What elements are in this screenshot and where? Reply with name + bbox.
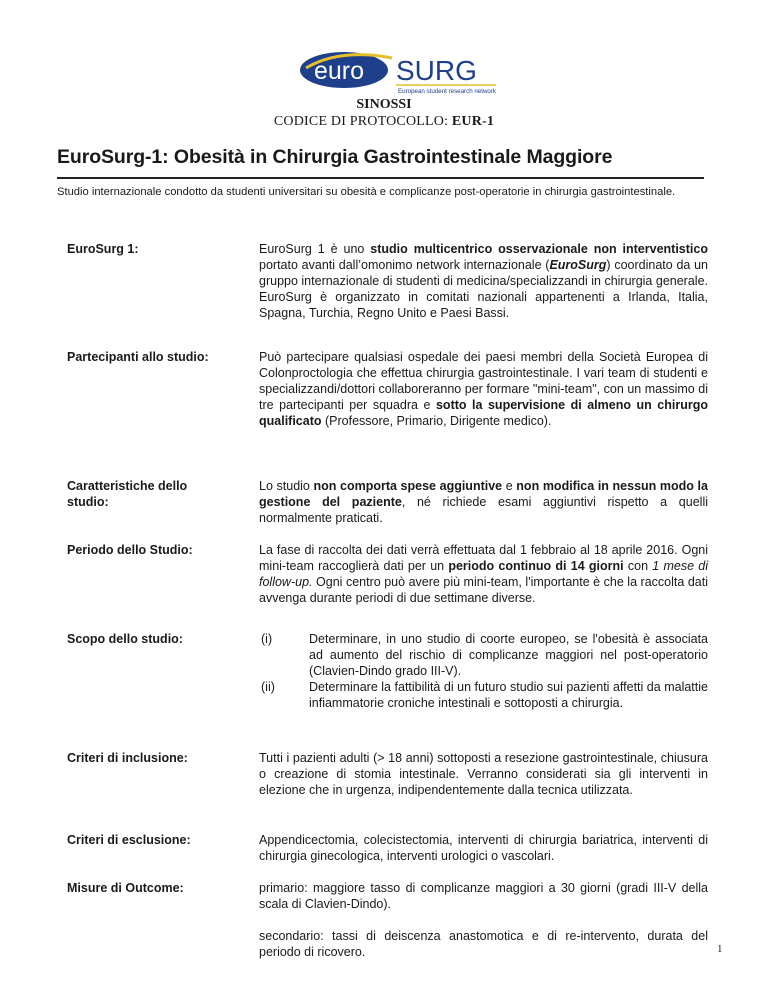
logo-tagline: European student research network <box>398 88 497 95</box>
outcome-secondary: secondario: tassi di deiscenza anastomotica e di re-intervento, durata del periodo di ricovero. <box>259 929 708 959</box>
logo-word-euro: euro <box>314 57 365 85</box>
aim-text: Determinare, in uno studio di coorte europeo, se l'obesità è associata ad aumento del rischio di complicanze maggiori nel post-operatorio (Clavien-Dindo grado III-V). <box>309 632 708 678</box>
section-body: La fase di raccolta dei dati verrà effettuata dal 1 febbraio al 18 aprile 2016. Ogni mini-team raccoglierà dati per un periodo continuo di 14 giorni con 1 mese di follow-up. Ogni centro può avere più mini-team, l'importante è che la raccolta dati avvenga durante periodi di due settimane diverse. <box>259 543 709 605</box>
aim-item <box>259 679 708 711</box>
page-subtitle: Studio internazionale condotto da studenti universitari su obesità e complicanze post-operatorie in chirurgia gastrointestinale. <box>57 186 676 198</box>
section-label: Partecipanti allo studio: <box>67 350 209 364</box>
section-body: EuroSurg 1 è uno studio multicentrico osservazionale non interventistico portato avanti dall’omonimo network internazionale (EuroSurg) coordinato da un gruppo internazionale di studenti di medicina/specializzandi in chirurgia generale. EuroSurg è organizzato in comitati nazionali appartenenti a Irlanda, Italia, Spagna, Turchia, Regno Unito e Paesi Bassi. <box>259 242 709 320</box>
page-title: EuroSurg-1: Obesità in Chirurgia Gastrointestinale Maggiore <box>57 146 613 168</box>
section-body: Può partecipare qualsiasi ospedale dei paesi membri della Società Europea di Colonproctologia che effettua chirurgia gastrointestinale. I vari team di studenti e specializzandi/dottori collaboreranno per formare "mini-team", con un massimo di tre partecipanti per squadra e sotto la supervisione di almeno un chirurgo qualificato (Professore, Primario, Dirigente medico). <box>259 350 708 428</box>
section-label: Criteri di inclusione: <box>67 751 188 765</box>
section-label: Periodo dello Studio: <box>67 543 193 557</box>
section-label: Criteri di esclusione: <box>67 833 191 847</box>
section-label: Scopo dello studio: <box>67 632 183 646</box>
section-body: Appendicectomia, colecistectomia, interventi di chirurgia bariatrica, interventi di chirurgia ginecologica, interventi urologici o vascolari. <box>259 833 708 863</box>
page-number: 1 <box>717 943 723 955</box>
outcome-primary: primario: maggiore tasso di complicanze maggiori a 30 giorni (gradi III-V della scala di Clavien-Dindo). <box>259 881 708 911</box>
section-label: Caratteristiche dello studio: <box>67 479 188 509</box>
section-body <box>259 631 708 711</box>
protocol-code-line <box>0 114 768 130</box>
section-body: Tutti i pazienti adulti (> 18 anni) sottoposti a resezione gastrointestinale, chiusura o creazione di stomia intestinale. Verranno considerati sia gli interventi in elezione che in urgenza, indipendentemente dalla tecnica utilizzata. <box>259 751 708 797</box>
eurosurg-logo <box>300 48 500 100</box>
protocol-label: CODICE DI PROTOCOLLO: <box>273 114 449 129</box>
section-body: Lo studio non comporta spese aggiuntive e non modifica in nessun modo la gestione del paziente, né richiede esami aggiuntivi rispetto a quelli normalmente praticati. <box>259 479 708 525</box>
section-label: EuroSurg 1: <box>67 242 139 256</box>
title-divider <box>57 177 704 179</box>
aim-number: (i) <box>261 632 273 646</box>
aim-text: Determinare la fattibilità di un futuro studio sui pazienti affetti da malattie infiammatorie croniche intestinali e sottoposti a chirurgia. <box>309 680 708 710</box>
section-label: Misure di Outcome: <box>67 881 184 895</box>
protocol-code: EUR-1 <box>451 114 495 129</box>
aim-item <box>259 631 708 679</box>
logo-word-surg: SURG <box>396 55 477 86</box>
aim-number: (ii) <box>261 680 275 694</box>
section-body <box>259 880 708 960</box>
sinossi-heading: SINOSSI <box>356 97 412 112</box>
